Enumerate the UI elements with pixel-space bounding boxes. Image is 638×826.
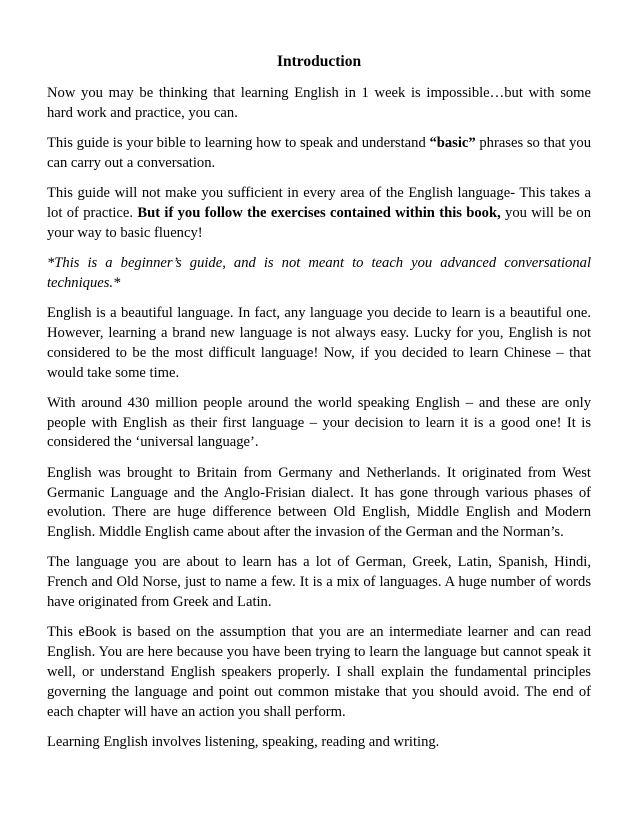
paragraph-6: With around 430 million people around the world speaking English – and these are only people with English as their first language – your decision to learn it is a good one! It is considered the ‘universal language’. xyxy=(47,394,591,451)
paragraph-2 xyxy=(47,134,591,174)
paragraph-3-bold-text: But if you follow the exercises contained within this book, xyxy=(137,204,501,221)
paragraph-7: English was brought to Britain from Germany and Netherlands. It originated from West Germanic Language and the Anglo-Frisian dialect. It has gone through various phases of evolution. There are huge difference between Old English, Middle English and Modern English. Middle English came about after the invasion of the German and the Norman’s. xyxy=(47,464,591,541)
paragraph-2-text-before: This guide is your bible to learning how to speak and understand xyxy=(47,135,430,152)
paragraph-3-text-after: you will be on your way to basic fluency! xyxy=(47,204,591,241)
paragraph-5: English is a beautiful language. In fact, any language you decide to learn is a beautiful one. However, learning a brand new language is not always easy. Lucky for you, English is not considered to be the most difficult language! Now, if you decided to learn Chinese – that would take some time. xyxy=(47,305,591,381)
paragraph-2-bold-text: “basic” xyxy=(429,135,476,152)
paragraph-10: Learning English involves listening, speaking, reading and writing. xyxy=(47,733,440,750)
paragraph-3-text-before: This guide will not make you sufficient in every area of the English language- This takes a lot of practice. xyxy=(47,185,591,221)
paragraph-8: The language you are about to learn has a lot of German, Greek, Latin, Spanish, Hindi, French and Old Norse, just to name a few. It is a mix of languages. A huge number of words have originated from Greek and Latin. xyxy=(47,554,591,611)
document-page xyxy=(47,52,591,763)
paragraph-9: This eBook is based on the assumption that you are an intermediate learner and can read English. You are here because you have been trying to learn the language but cannot speak it well, or understand English speakers properly. I shall explain the fundamental principles governing the language and point out common mistake that you should avoid. The end of each chapter will have an action you shall perform. xyxy=(47,624,591,720)
page-title: Introduction xyxy=(276,53,362,70)
disclaimer-note: *This is a beginner’s guide, and is not meant to teach you advanced conversational techniques.* xyxy=(47,255,591,291)
paragraph-1: Now you may be thinking that learning English in 1 week is impossible…but with some hard work and practice, you can. xyxy=(47,85,591,121)
paragraph-2-text-after: phrases so that you can carry out a conversation. xyxy=(47,135,591,171)
paragraph-3 xyxy=(47,184,591,243)
